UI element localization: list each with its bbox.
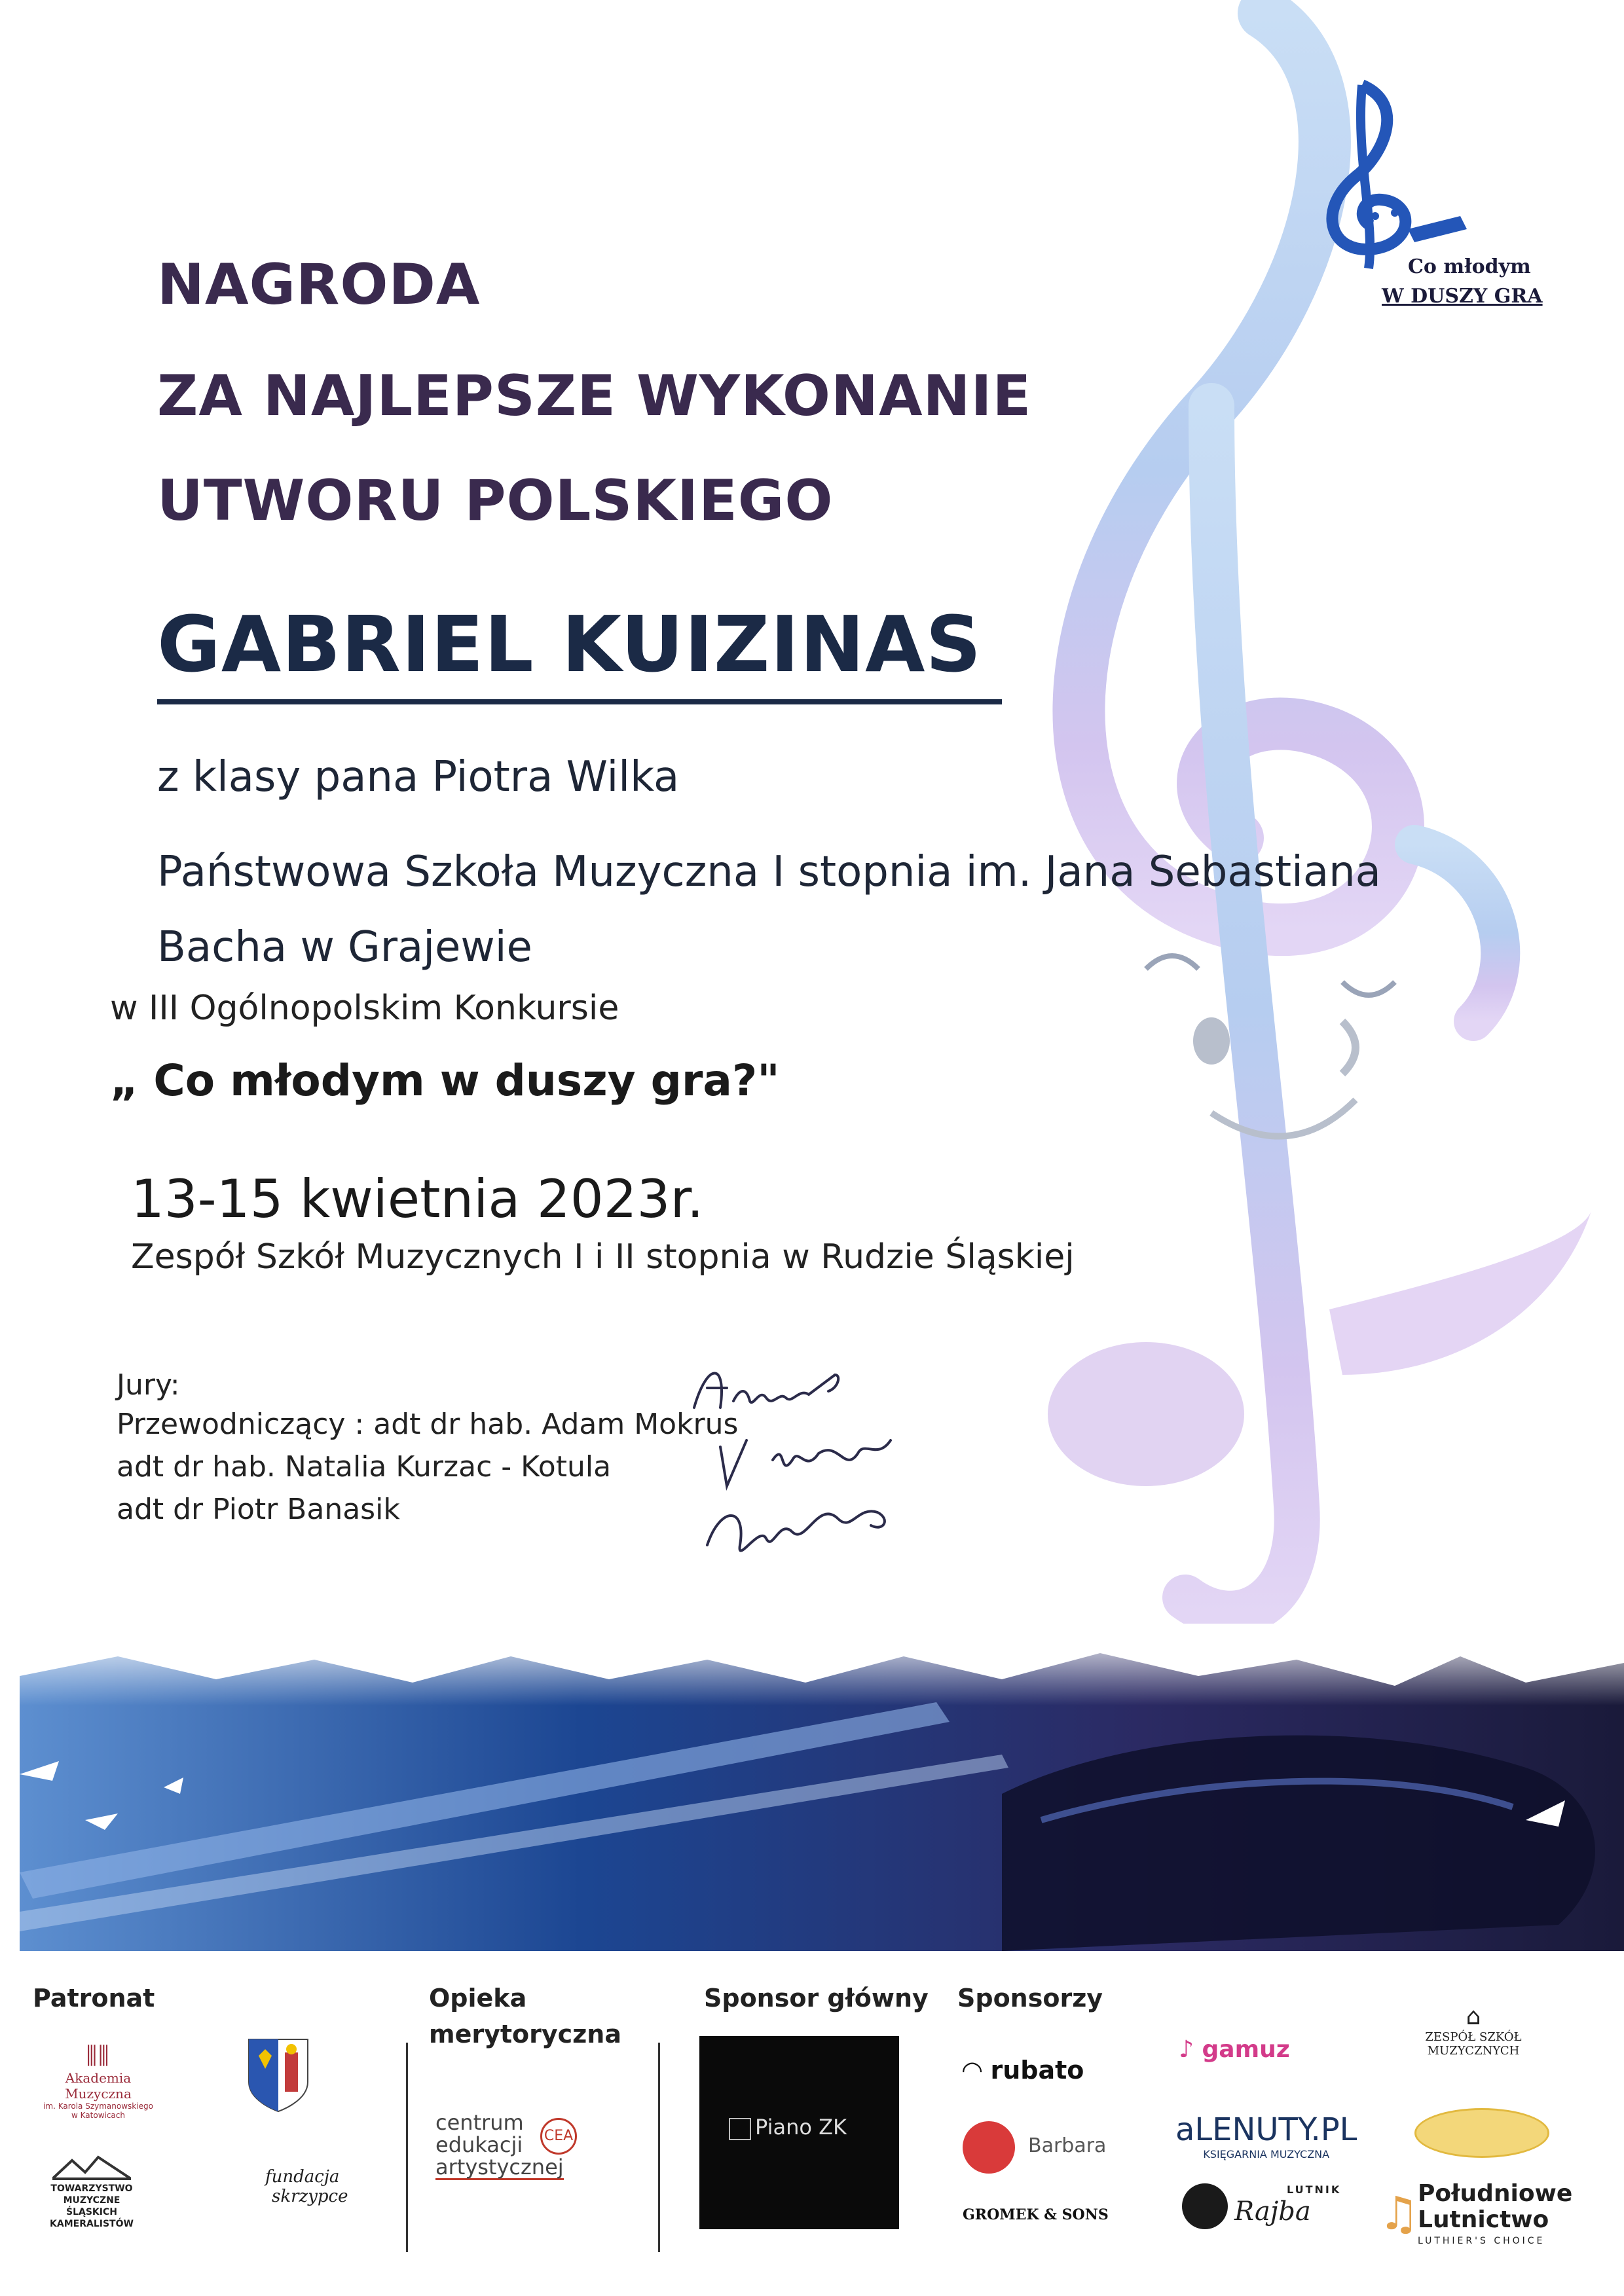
rubato-logo: ◠ rubato bbox=[963, 2056, 1084, 2085]
competition-logo bbox=[1303, 79, 1552, 327]
zespol-szkol-logo: ⌂ ZESPÓŁ SZKÓŁ MUZYCZNYCH bbox=[1414, 2003, 1532, 2058]
centrum-edukacji-logo: centrum edukacji artystycznej CEA bbox=[435, 2111, 593, 2180]
barbara-icon bbox=[963, 2121, 1015, 2174]
gamuz-logo: ♪ gamuz bbox=[1179, 2036, 1290, 2063]
sponsor-glowny-label: Sponsor główny bbox=[704, 1984, 929, 2013]
competition-line: w III Ogólnopolskim Konkursie bbox=[110, 989, 619, 1028]
jury-signatures bbox=[681, 1349, 930, 1571]
title-line-1: NAGRODA bbox=[157, 252, 481, 318]
school-line-2: Bacha w Grajewie bbox=[157, 923, 532, 972]
gold-badge-logo bbox=[1414, 2108, 1549, 2158]
title-line-3: UTWORU POLSKIEGO bbox=[157, 468, 834, 534]
violin-icon: ♫ bbox=[1378, 2187, 1420, 2240]
school-line-1: Państwowa Szkoła Muzyczna I stopnia im. Jana Sebastiana bbox=[157, 848, 1381, 896]
building-icon: ⌂ bbox=[1466, 2003, 1481, 2030]
competition-dates: 13-15 kwietnia 2023r. bbox=[131, 1169, 704, 1230]
jury-label: Jury: bbox=[117, 1368, 180, 1402]
organ-icon: ⫼⫼ bbox=[86, 2043, 111, 2069]
divider-2 bbox=[658, 2043, 660, 2252]
alenuty-logo: aLENUTY.PL KSIĘGARNIA MUZYCZNA bbox=[1175, 2111, 1357, 2160]
coat-of-arms-icon bbox=[246, 2036, 311, 2115]
violin-banner-image bbox=[20, 1624, 1624, 1951]
class-line: z klasy pana Piotra Wilka bbox=[157, 753, 680, 801]
rubato-icon: ◠ bbox=[963, 2056, 991, 2085]
competition-name: „ Co młodym w duszy gra?" bbox=[110, 1055, 780, 1106]
sponsorzy-label: Sponsorzy bbox=[957, 1984, 1103, 2013]
piano-zk-logo: Piano ZK bbox=[699, 2036, 899, 2229]
competition-venue: Zespół Szkół Muzycznych I i II stopnia w Rudzie Śląskiej bbox=[131, 1237, 1075, 1277]
logo-text-2: W DUSZY GRA bbox=[1382, 285, 1543, 308]
jury-member-2: adt dr hab. Natalia Kurzac - Kotula bbox=[117, 1450, 612, 1484]
title-line-2: ZA NAJLEPSZE WYKONANIE bbox=[157, 363, 1032, 429]
mountains-icon bbox=[52, 2154, 131, 2180]
lutnik-icon bbox=[1182, 2183, 1228, 2229]
recipient-name: GABRIEL KUIZINAS bbox=[157, 599, 982, 689]
gromek-logo: GROMEK & SONS bbox=[963, 2206, 1109, 2223]
patronat-label: Patronat bbox=[33, 1984, 155, 2013]
towarzystwo-logo: TOWARZYSTWO MUZYCZNE ŚLĄSKICH KAMERALISTÓW bbox=[39, 2154, 144, 2230]
opieka-label-2: merytoryczna bbox=[429, 2020, 621, 2049]
opieka-label-1: Opieka bbox=[429, 1984, 527, 2013]
jury-member-3: adt dr Piotr Banasik bbox=[117, 1493, 400, 1526]
name-underline bbox=[157, 699, 1002, 704]
piano-icon bbox=[729, 2118, 751, 2140]
logo-text-1: Co młodym bbox=[1408, 255, 1531, 278]
cea-icon: CEA bbox=[540, 2118, 577, 2155]
treble-clef-logo-icon bbox=[1303, 79, 1486, 275]
fundacja-logo: fundacja skrzypce bbox=[265, 2167, 348, 2206]
jury-member-1: Przewodniczący : adt dr hab. Adam Mokrus bbox=[117, 1408, 739, 1441]
gamuz-note-icon: ♪ bbox=[1179, 2036, 1202, 2063]
akademia-logo: ⫼⫼ Akademia Muzyczna im. Karola Szymanowskiego w Katowicach bbox=[33, 2043, 164, 2120]
divider-1 bbox=[406, 2043, 408, 2252]
